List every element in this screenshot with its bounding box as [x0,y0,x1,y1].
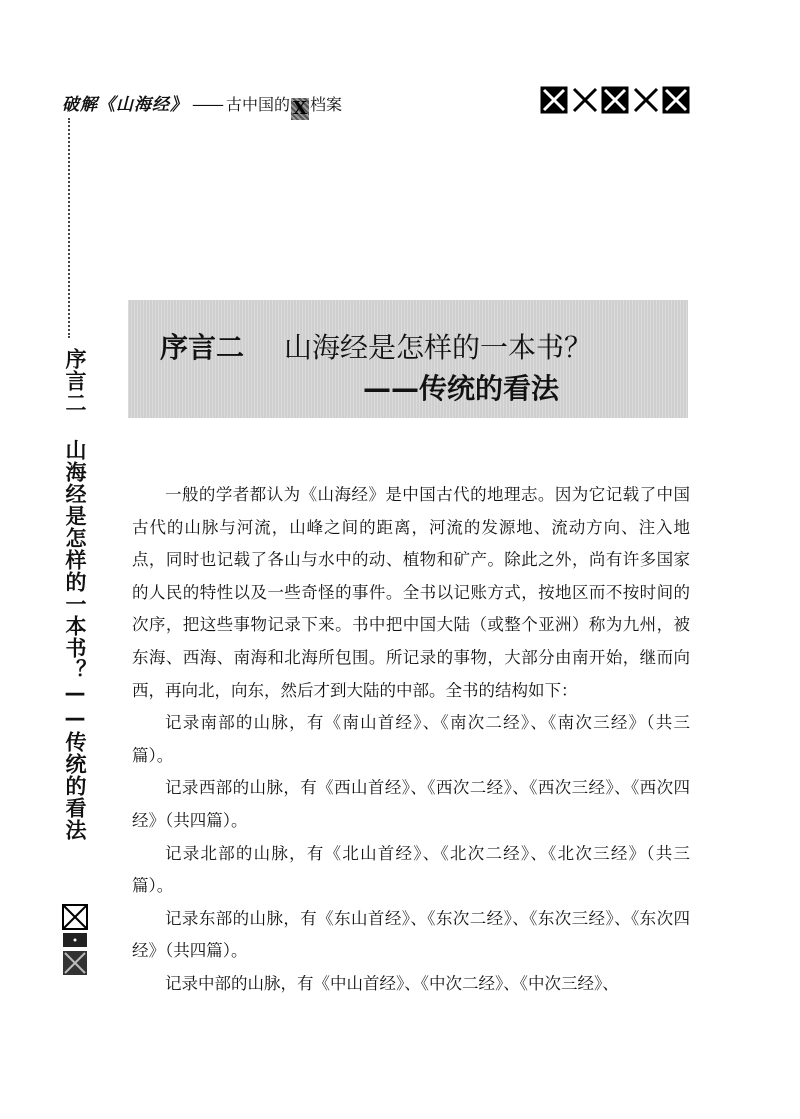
book-title: 破解《山海经》 [62,95,188,115]
header-dash: —— [192,95,222,115]
vertical-section-title: 序言二 山海经是怎样的一本书？——传统的看法 [63,348,87,841]
paragraph: 一般的学者都认为《山海经》是中国古代的地理志。因为它记载了中国古代的山脉与河流，山峰之间的距离，河流的发源地、流动方向、注入地点，同时也记载了各山与水中的动、植物和矿产。除此之外，尚有许多国家的人民的特性以及一些奇怪的事件。全书以记账方式，按地区而不按时间的次序，把这些事物记录下来。书中把中国大陆（或整个亚洲）称为九州，被东海、西海、南海和北海所包围。所记录的事物，大部分由南开始，继而向西，再向北，向东，然后才到大陆的中部。全书的结构如下： [132,485,690,700]
crossed-boxes-logo-icon [540,86,690,114]
header-subtitle-before: 古中国的 [226,95,291,114]
x-file-icon: X [291,98,309,120]
paragraph: 记录北部的山脉，有《北山首经》、《北次二经》、《北次三经》（共三篇）。 [132,843,690,896]
chapter-heading [160,326,680,366]
crossed-box-icon [61,903,89,979]
chapter-number: 序言二 [160,331,245,364]
header-text [62,90,342,120]
dotted-divider [68,118,70,338]
chapter-title: 山海经是怎样的一本书？ [284,331,593,364]
header-subtitle-after: 档案 [310,95,343,114]
paragraph: 记录东部的山脉，有《东山首经》、《东次二经》、《东次三经》、《东次四经》（共四篇）。 [132,908,690,961]
paragraph: 记录南部的山脉，有《南山首经》、《南次二经》、《南次三经》（共三篇）。 [132,713,690,765]
running-header [62,86,702,119]
body-text [132,479,690,1001]
paragraph: 记录西部的山脉，有《西山首经》、《西次二经》、《西次三经》、《西次四经》（共四篇）。 [132,778,690,830]
chapter-subtitle: ——传统的看法 [363,372,560,405]
paragraph: 记录中部的山脉，有《中山首经》、《中次二经》、《中次三经》、 [165,973,619,993]
